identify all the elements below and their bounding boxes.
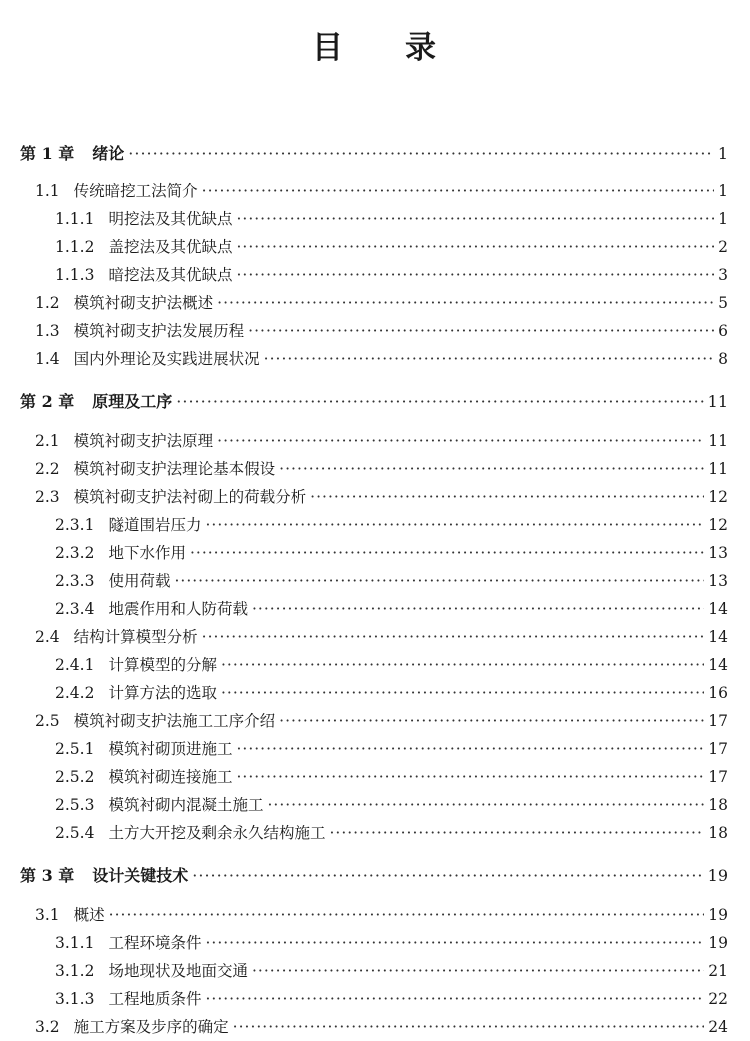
toc-subsection-entry[interactable]	[55, 737, 728, 763]
toc-entry-number: 3.1.1	[55, 934, 95, 952]
toc-entry-number: 2.3.4	[55, 600, 95, 618]
toc-subsection-entry[interactable]	[55, 569, 728, 595]
toc-leader-dots	[174, 572, 704, 590]
toc-entry-title: 结构计算模型分析	[73, 628, 198, 646]
toc-leader-dots	[279, 712, 704, 730]
toc-subsection-entry[interactable]	[55, 931, 728, 957]
toc-entry-title: 地震作用和人防荷载	[108, 600, 248, 618]
toc-page-number: 14	[708, 600, 728, 618]
toc-leader-dots	[233, 1018, 705, 1036]
toc-entry-title: 模筑衬砌支护法衬砌上的荷载分析	[73, 488, 307, 506]
toc-entry-title: 模筑衬砌内混凝土施工	[108, 796, 264, 814]
toc-leader-dots	[264, 350, 714, 368]
toc-leader-dots	[236, 238, 714, 256]
toc-entry-title: 使用荷载	[108, 572, 171, 590]
toc-leader-dots	[205, 516, 704, 534]
toc-section-entry[interactable]	[35, 903, 728, 929]
toc-leader-dots	[205, 934, 704, 952]
toc-leader-dots	[221, 656, 704, 674]
toc-entry-title: 绪论	[92, 144, 125, 163]
toc-entry-title: 国内外理论及实践进展状况	[73, 350, 260, 368]
toc-page-number: 21	[708, 962, 728, 980]
toc-leader-dots	[176, 392, 703, 411]
toc-entry-title: 施工方案及步序的确定	[73, 1018, 229, 1036]
toc-entry-number: 2.3.1	[55, 516, 95, 534]
toc-entry-title: 原理及工序	[92, 392, 173, 411]
toc-entry-number: 2.5.2	[55, 768, 95, 786]
toc-entry-title: 设计关键技术	[92, 866, 189, 885]
toc-entry-number: 第 3 章	[20, 866, 75, 885]
toc-leader-dots	[236, 266, 714, 284]
toc-page-number: 14	[708, 628, 728, 646]
toc-section-entry[interactable]	[35, 625, 728, 651]
toc-page-number: 13	[708, 572, 728, 590]
toc-page-number: 19	[707, 866, 728, 885]
toc-entry-number: 2.3.2	[55, 544, 95, 562]
toc-leader-dots	[252, 962, 704, 980]
toc-chapter-entry[interactable]	[20, 863, 728, 889]
toc-entry-title: 隧道围岩压力	[108, 516, 202, 534]
toc-subsection-entry[interactable]	[55, 597, 728, 623]
toc-entry-number: 3.1.2	[55, 962, 95, 980]
toc-entry-title: 概述	[73, 906, 105, 924]
toc-entry-number: 3.1	[35, 906, 60, 924]
toc-entry-title: 计算模型的分解	[108, 656, 217, 674]
toc-section-entry[interactable]	[35, 179, 728, 205]
toc-leader-dots	[329, 824, 704, 842]
toc-leader-dots	[267, 796, 704, 814]
toc-leader-dots	[217, 294, 714, 312]
toc-entry-title: 传统暗挖工法简介	[73, 182, 198, 200]
toc-subsection-entry[interactable]	[55, 263, 728, 289]
toc-entry-number: 3.1.3	[55, 990, 95, 1008]
toc-chapter-entry[interactable]	[20, 389, 728, 415]
toc-section-entry[interactable]	[35, 457, 728, 483]
toc-subsection-entry[interactable]	[55, 681, 728, 707]
toc-leader-dots	[128, 144, 714, 163]
toc-entry-number: 2.5.3	[55, 796, 95, 814]
toc-page-number: 11	[707, 392, 728, 411]
toc-section-entry[interactable]	[35, 485, 728, 511]
toc-entry-number: 1.3	[35, 322, 60, 340]
toc-entry-number: 1.4	[35, 350, 60, 368]
toc-entry-title: 土方大开挖及剩余永久结构施工	[108, 824, 326, 842]
toc-entry-title: 模筑衬砌支护法施工工序介绍	[73, 712, 276, 730]
toc-entry-number: 1.1.2	[55, 238, 95, 256]
toc-subsection-entry[interactable]	[55, 793, 728, 819]
toc-page-number: 19	[708, 934, 728, 952]
toc-entry-number: 3.2	[35, 1018, 60, 1036]
toc-subsection-entry[interactable]	[55, 541, 728, 567]
toc-page-number: 1	[718, 210, 728, 228]
toc-page-number: 13	[708, 544, 728, 562]
toc-subsection-entry[interactable]	[55, 821, 728, 847]
toc-section-entry[interactable]	[35, 291, 728, 317]
toc-entry-title: 模筑衬砌支护法发展历程	[73, 322, 245, 340]
toc-page-number: 11	[708, 432, 728, 450]
toc-chapter-entry[interactable]	[20, 141, 728, 167]
toc-leader-dots	[190, 544, 704, 562]
toc-page-number: 12	[708, 488, 728, 506]
toc-page-number: 5	[718, 294, 728, 312]
toc-leader-dots	[236, 740, 704, 758]
toc-leader-dots	[248, 322, 714, 340]
toc-leader-dots	[217, 432, 704, 450]
toc-entry-title: 模筑衬砌顶进施工	[108, 740, 233, 758]
toc-entry-number: 2.5.1	[55, 740, 95, 758]
toc-subsection-entry[interactable]	[55, 235, 728, 261]
toc-entry-number: 1.1.3	[55, 266, 95, 284]
toc-section-entry[interactable]	[35, 429, 728, 455]
toc-entry-title: 模筑衬砌支护法概述	[73, 294, 214, 312]
toc-subsection-entry[interactable]	[55, 959, 728, 985]
toc-subsection-entry[interactable]	[55, 207, 728, 233]
toc-leader-dots	[205, 990, 704, 1008]
toc-entry-number: 2.1	[35, 432, 60, 450]
toc-entry-title: 工程环境条件	[108, 934, 202, 952]
toc-entry-number: 第 2 章	[20, 392, 75, 411]
toc-leader-dots	[236, 210, 714, 228]
toc-page-number: 17	[708, 712, 728, 730]
toc-leader-dots	[202, 628, 705, 646]
toc-entry-title: 工程地质条件	[108, 990, 202, 1008]
toc-section-entry[interactable]	[35, 319, 728, 345]
toc-leader-dots	[310, 488, 704, 506]
toc-entry-number: 第 1 章	[20, 144, 75, 163]
page-title	[0, 22, 750, 67]
toc-page-number: 24	[708, 1018, 728, 1036]
toc-page-number: 18	[708, 796, 728, 814]
toc-entry-title: 计算方法的选取	[108, 684, 217, 702]
toc-entry-number: 2.3.3	[55, 572, 95, 590]
toc-entry-title: 模筑衬砌支护法理论基本假设	[73, 460, 276, 478]
title-char-1: 目	[312, 30, 345, 66]
toc-entry-number: 2.5.4	[55, 824, 95, 842]
toc-section-entry[interactable]	[35, 1015, 728, 1041]
toc-entry-title: 模筑衬砌支护法原理	[73, 432, 214, 450]
toc-page-number: 2	[718, 238, 728, 256]
toc-leader-dots	[221, 684, 704, 702]
toc-leader-dots	[236, 768, 704, 786]
toc-leader-dots	[279, 460, 704, 478]
toc-page-number: 6	[718, 322, 728, 340]
toc-subsection-entry[interactable]	[55, 987, 728, 1013]
toc-page-number: 1	[718, 182, 728, 200]
toc-page-number: 19	[708, 906, 728, 924]
toc-page-number: 1	[717, 144, 728, 163]
toc-entry-title: 模筑衬砌连接施工	[108, 768, 233, 786]
toc-entry-number: 2.4	[35, 628, 60, 646]
toc-leader-dots	[252, 600, 704, 618]
toc-page-number: 18	[708, 824, 728, 842]
toc-entry-title: 盖挖法及其优缺点	[108, 238, 233, 256]
toc-page-number: 14	[708, 656, 728, 674]
toc-section-entry[interactable]	[35, 709, 728, 735]
toc-page-number: 16	[708, 684, 728, 702]
toc-entry-number: 2.4.2	[55, 684, 95, 702]
toc-leader-dots	[202, 182, 714, 200]
title-char-2: 录	[405, 30, 438, 66]
toc-page-number: 17	[708, 740, 728, 758]
toc-entry-number: 2.3	[35, 488, 60, 506]
toc-entry-number: 1.1	[35, 182, 60, 200]
toc-entry-number: 2.5	[35, 712, 60, 730]
toc-subsection-entry[interactable]	[55, 765, 728, 791]
toc-leader-dots	[192, 866, 703, 885]
toc-entry-title: 场地现状及地面交通	[108, 962, 248, 980]
toc-page-number: 11	[708, 460, 728, 478]
toc-subsection-entry[interactable]	[55, 653, 728, 679]
toc-entry-title: 地下水作用	[108, 544, 186, 562]
toc-entry-title: 明挖法及其优缺点	[108, 210, 233, 228]
toc-entry-number: 1.1.1	[55, 210, 95, 228]
toc-leader-dots	[109, 906, 705, 924]
toc-entry-number: 1.2	[35, 294, 60, 312]
toc-section-entry[interactable]	[35, 347, 728, 373]
toc-page-number: 8	[718, 350, 728, 368]
toc-entry-number: 2.4.1	[55, 656, 95, 674]
toc-page-number: 17	[708, 768, 728, 786]
toc-subsection-entry[interactable]	[55, 513, 728, 539]
toc-page-number: 12	[708, 516, 728, 534]
toc-entry-title: 暗挖法及其优缺点	[108, 266, 233, 284]
toc-page-number: 3	[718, 266, 728, 284]
toc-entry-number: 2.2	[35, 460, 60, 478]
toc-page-number: 22	[708, 990, 728, 1008]
